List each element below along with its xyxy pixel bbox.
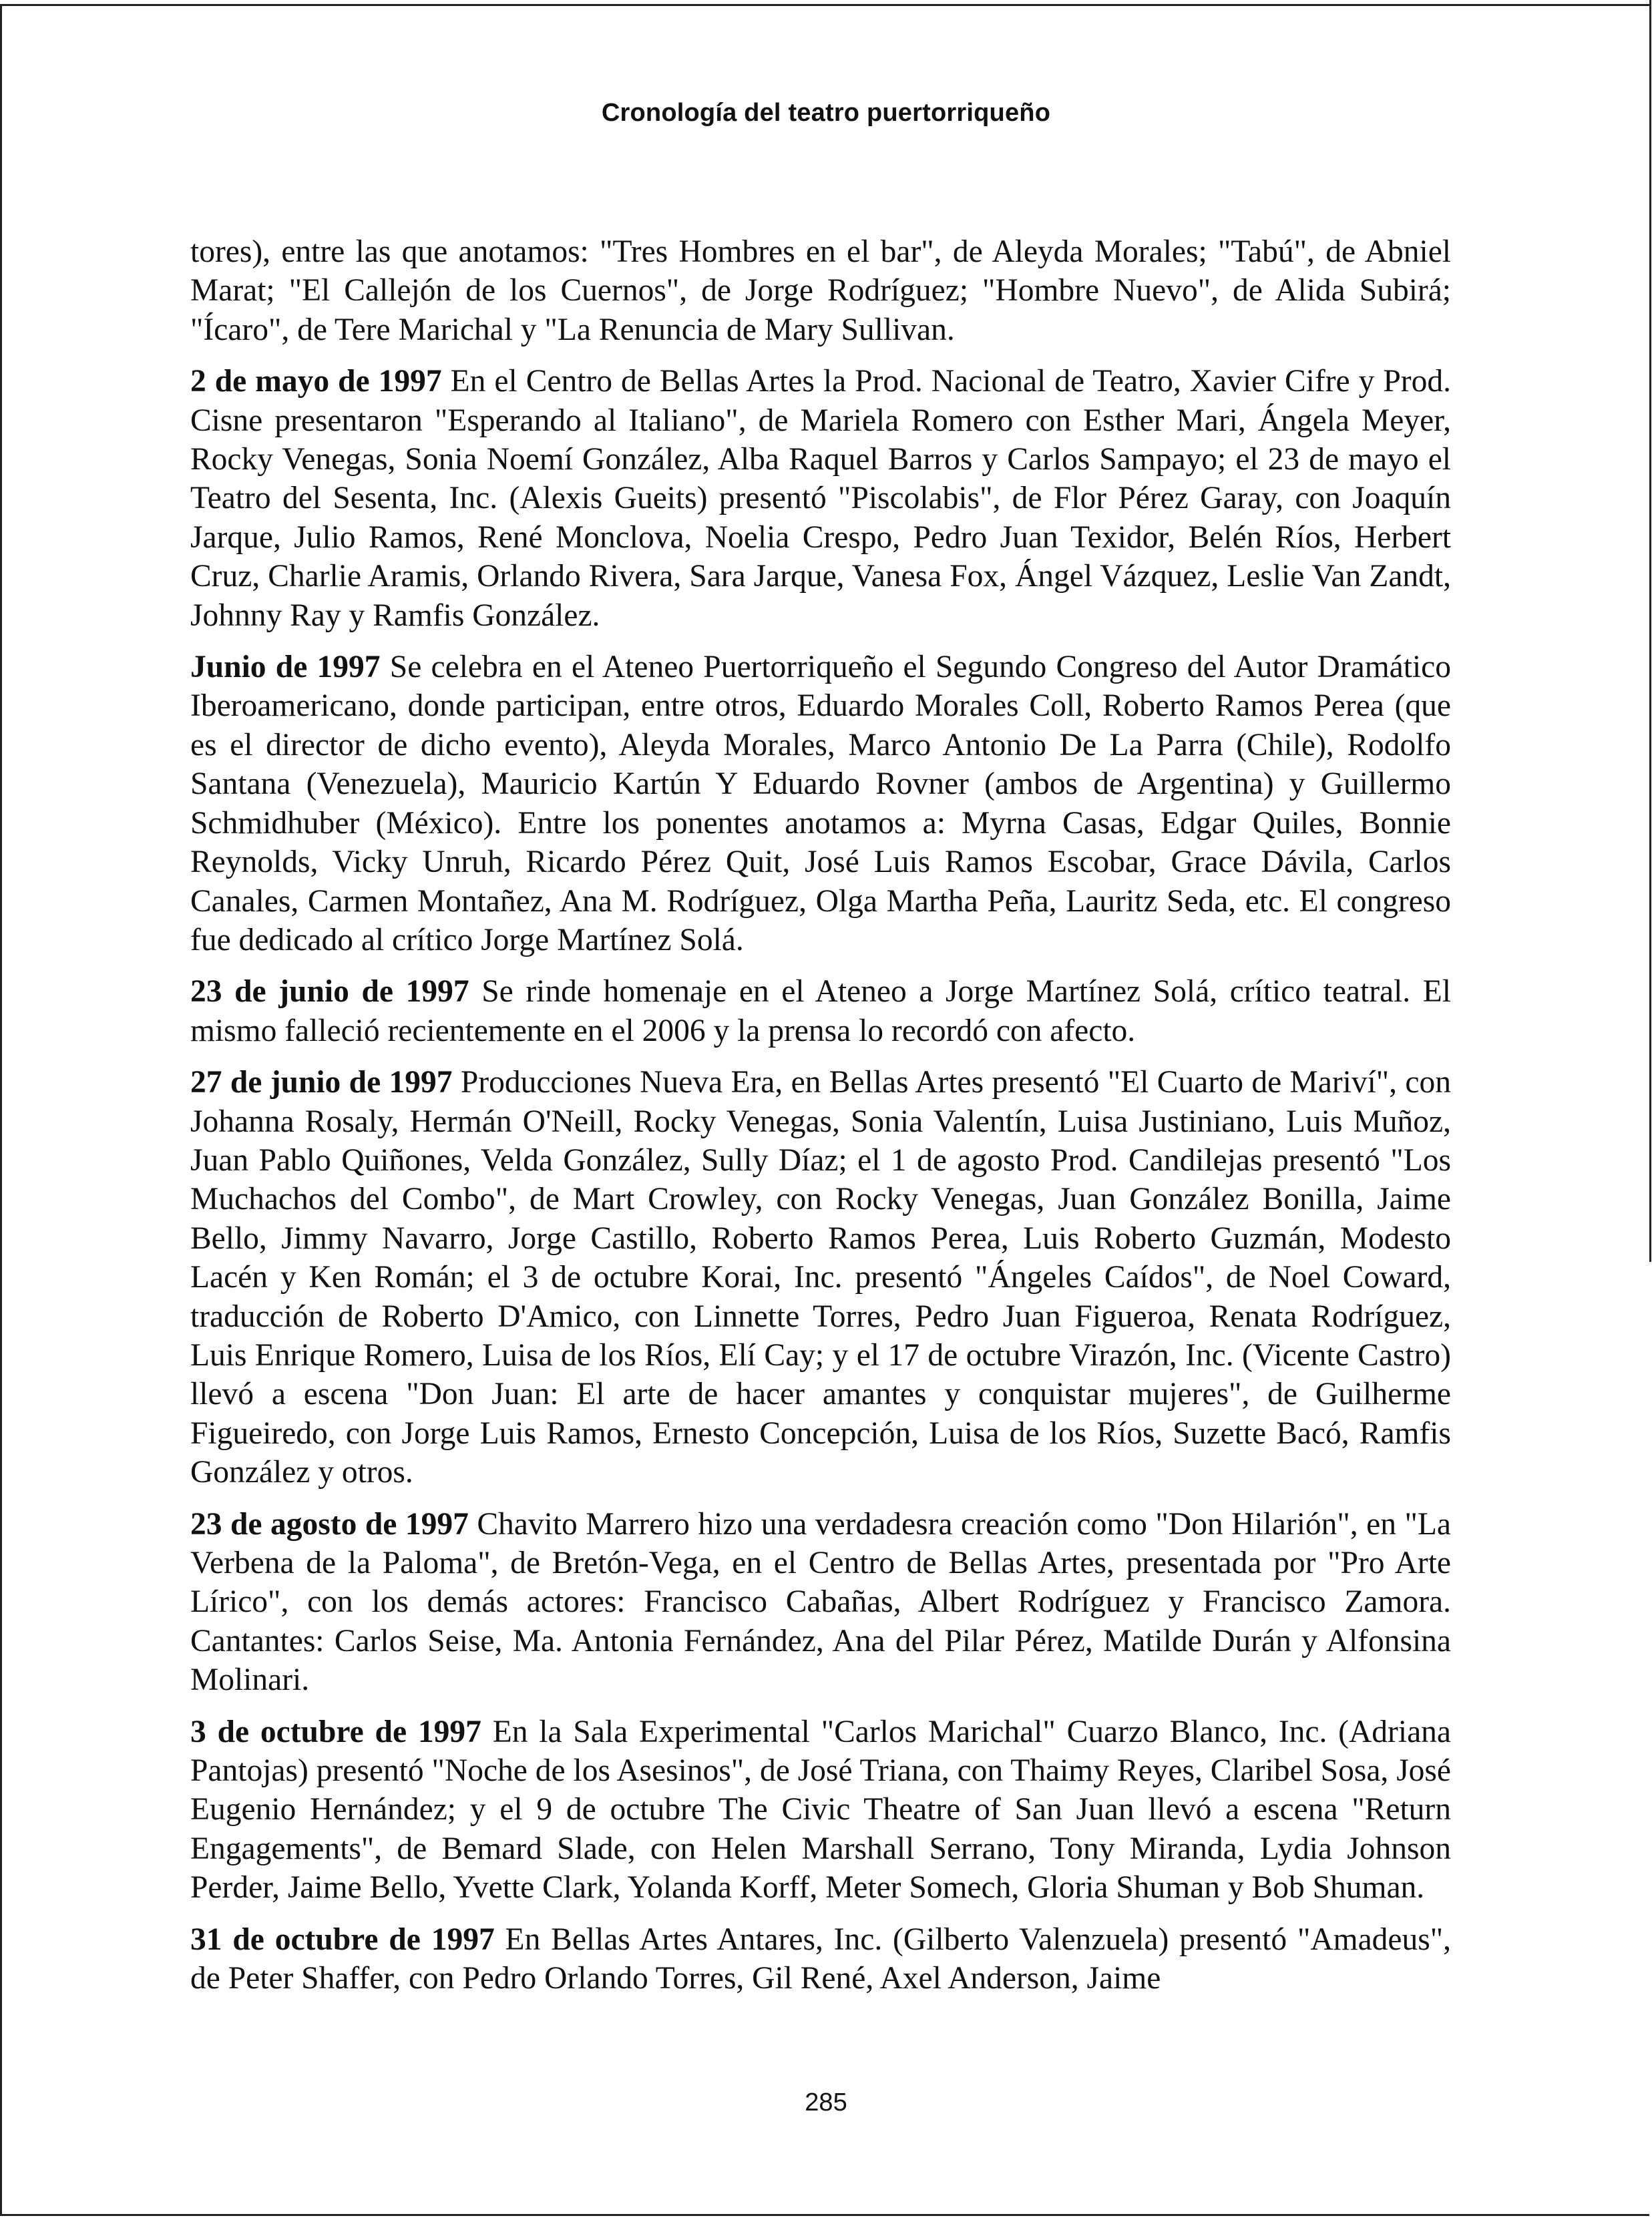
entry-date: 23 de agosto de 1997 xyxy=(190,1506,469,1542)
entry-date: 2 de mayo de 1997 xyxy=(190,364,442,399)
entry-date: Junio de 1997 xyxy=(190,650,381,685)
entry-date: 31 de octubre de 1997 xyxy=(190,1922,495,1957)
entry-paragraph xyxy=(190,1063,1451,1492)
running-head: Cronología del teatro puertorriqueño xyxy=(601,99,1051,127)
entry-text: En la Sala Experimental "Carlos Marichal" Cuarzo Blanco, Inc. (Adriana Pantojas) presentó "Noche de los Asesinos", de José Triana, con Thaimy Reyes, Claribel Sosa, José Eugenio Hernández; y el 9 de octubre The Civic Theatre of San Juan llevó a escena "Return Engagements", de Bemard Slade, con Helen Marshall Serrano, Tony Miranda, Lydia Johnson Perder, Jaime Bello, Yvette Clark, Yolanda Korff, Meter Somech, Gloria Shuman y Bob Shuman. xyxy=(190,1714,1451,1906)
entry-paragraph xyxy=(190,1920,1451,1998)
entry-paragraph xyxy=(190,232,1451,349)
entry-paragraph xyxy=(190,648,1451,959)
entry-text: Se rinde homenaje en el Ateneo a Jorge Martínez Solá, crítico teatral. El mismo falleció recientemente en el 2006 y la prensa lo recordó con afecto. xyxy=(190,974,1452,1048)
page-number: 285 xyxy=(805,2088,847,2117)
entry-text: Se celebra en el Ateneo Puertorriqueño el Segundo Congreso del Autor Dramático Iberoamericano, donde participan, entre otros, Eduardo Morales Coll, Roberto Ramos Perea (que es el director de dicho evento), Aleyda Morales, Marco Antonio De La Parra (Chile), Rodolfo Santana (Venezuela), Mauricio Kartún Y Eduardo Rovner (ambos de Argentina) y Guillermo Schmidhuber (México). Entre los ponentes anotamos a: Myrna Casas, Edgar Quiles, Bonnie Reynolds, Vicky Unruh, Ricardo Pérez Quit, José Luis Ramos Escobar, Grace Dávila, Carlos Canales, Carmen Montañez, Ana M. Rodríguez, Olga Martha Peña, Lauritz Seda, etc. El congreso fue dedicado al crítico Jorge Martínez Solá. xyxy=(190,650,1451,957)
entry-date: 27 de junio de 1997 xyxy=(190,1065,453,1100)
chronology-body xyxy=(190,232,1451,2010)
entry-date: 23 de junio de 1997 xyxy=(190,974,469,1010)
entry-paragraph xyxy=(190,362,1451,635)
entry-text: En el Centro de Bellas Artes la Prod. Nacional de Teatro, Xavier Cifre y Prod. Cisne presentaron "Esperando al Italiano", de Mariela Romero con Esther Mari, Ángela Meyer, Rocky Venegas, Sonia Noemí González, Alba Raquel Barros y Carlos Sampayo; el 23 de mayo el Teatro del Sesenta, Inc. (Alexis Gueits) presentó "Piscolabis", de Flor Pérez Garay, con Joaquín Jarque, Julio Ramos, René Monclova, Noelia Crespo, Pedro Juan Texidor, Belén Ríos, Herbert Cruz, Charlie Aramis, Orlando Rivera, Sara Jarque, Vanesa Fox, Ángel Vázquez, Leslie Van Zandt, Johnny Ray y Ramfis González. xyxy=(190,364,1451,633)
page-edge-rule xyxy=(1649,0,1651,1262)
entry-text: Chavito Marrero hizo una verdadesra creación como "Don Hilarión", en "La Verbena de la Paloma", de Bretón-Vega, en el Centro de Bellas Artes, presentada por "Pro Arte Lírico", con los demás actores: Francisco Cabañas, Albert Rodríguez y Francisco Zamora. Cantantes: Carlos Seise, Ma. Antonia Fernández, Ana del Pilar Pérez, Matilde Durán y Alfonsina Molinari. xyxy=(190,1506,1451,1698)
entry-paragraph xyxy=(190,1713,1451,1908)
entry-date: 3 de octubre de 1997 xyxy=(190,1714,481,1749)
entry-text: Producciones Nueva Era, en Bellas Artes presentó "El Cuarto de Mariví", con Johanna Rosaly, Hermán O'Neill, Rocky Venegas, Sonia Valentín, Luisa Justiniano, Luis Muñoz, Juan Pablo Quiñones, Velda González, Sully Díaz; el 1 de agosto Prod. Candilejas presentó "Los Muchachos del Combo", de Mart Crowley, con Rocky Venegas, Juan González Bonilla, Jaime Bello, Jimmy Navarro, Jorge Castillo, Roberto Ramos Perea, Luis Roberto Guzmán, Modesto Lacén y Ken Román; el 3 de octubre Korai, Inc. presentó "Ángeles Caídos", de Noel Coward, traducción de Roberto D'Amico, con Linnette Torres, Pedro Juan Figueroa, Renata Rodríguez, Luis Enrique Romero, Luisa de los Ríos, Elí Cay; y el 17 de octubre Virazón, Inc. (Vicente Castro) llevó a escena "Don Juan: El arte de hacer amantes y conquistar mujeres", de Guilherme Figueiredo, con Jorge Luis Ramos, Ernesto Concepción, Luisa de los Ríos, Suzette Bacó, Ramfis González y otros. xyxy=(190,1065,1451,1490)
entry-paragraph xyxy=(190,1505,1451,1700)
entry-paragraph xyxy=(190,972,1451,1050)
entry-text: tores), entre las que anotamos: "Tres Hombres en el bar", de Aleyda Morales; "Tabú", de Abniel Marat; "El Callejón de los Cuernos", de Jorge Rodríguez; "Hombre Nuevo", de Alida Subirá; "Ícaro", de Tere Marichal y "La Renuncia de Mary Sullivan. xyxy=(190,234,1451,347)
entry-text: En Bellas Artes Antares, Inc. (Gilberto Valenzuela) presentó "Amadeus", de Peter Shaffer, con Pedro Orlando Torres, Gil René, Axel Anderson, Jaime xyxy=(190,1922,1451,1996)
